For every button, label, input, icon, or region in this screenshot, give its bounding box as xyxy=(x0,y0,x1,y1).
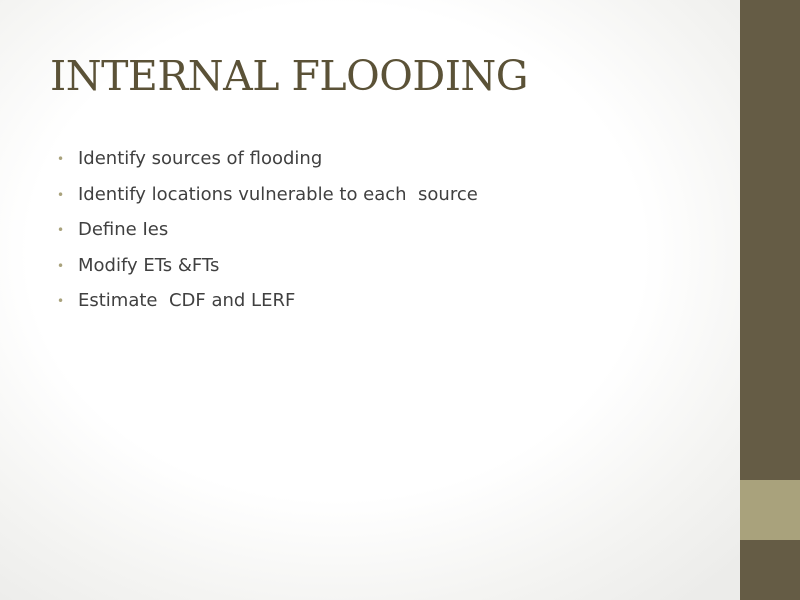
bullet-icon: • xyxy=(57,223,65,237)
list-item xyxy=(57,288,296,324)
bullet-text: Define Ies xyxy=(78,219,169,240)
list-item xyxy=(57,182,478,218)
bullet-icon: • xyxy=(57,187,65,202)
list-item xyxy=(57,146,323,182)
side-bar-accent xyxy=(740,480,800,540)
slide-title: INTERNAL FLOODING xyxy=(50,52,529,100)
bullet-icon: • xyxy=(57,294,65,308)
bullet-text: Estimate CDF and LERF xyxy=(78,290,296,311)
bullet-text: Modify ETs &FTs xyxy=(78,254,220,276)
bullet-text: Identify sources of flooding xyxy=(78,148,323,169)
bullet-list xyxy=(57,146,478,324)
bullet-text: Identify locations vulnerable to each source xyxy=(78,183,478,205)
bullet-icon: • xyxy=(57,152,65,166)
bullet-icon: • xyxy=(57,258,65,273)
list-item xyxy=(57,253,220,289)
list-item xyxy=(57,217,169,253)
